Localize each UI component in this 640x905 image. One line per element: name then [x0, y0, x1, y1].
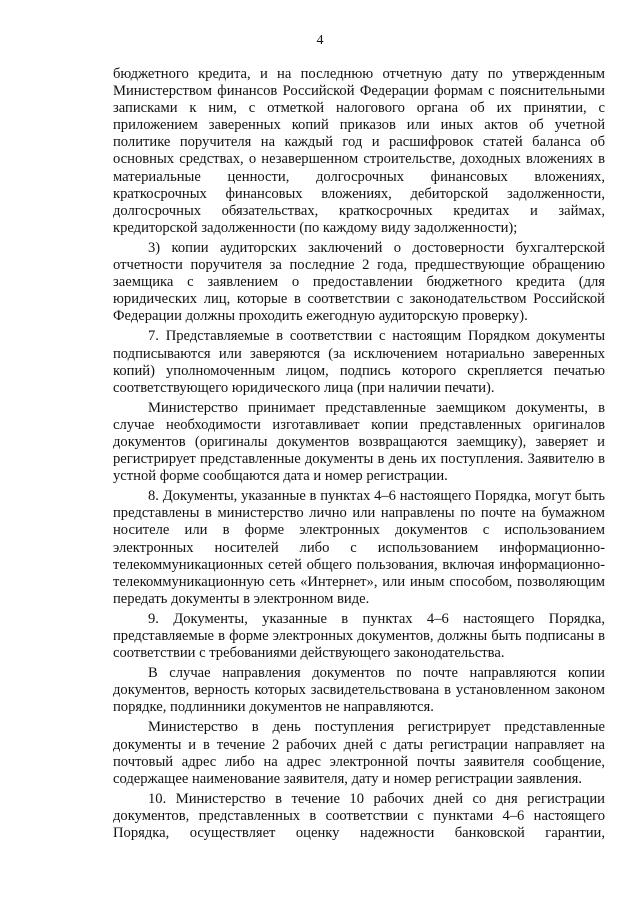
paragraph-ministry-accepts: Министерство принимает представленные заемщиком документы, в случае необходимости изготавливает копии представленных оригиналов документов (оригиналы документов возвращаются заемщику), заверяет и регистрирует представленные документы в день их поступления. Заявителю в устной форме сообщаются дата и номер регистрации.	[113, 399, 605, 485]
document-body	[113, 66, 605, 845]
paragraph-continuation: бюджетного кредита, и на последнюю отчетную дату по утвержденным Министерством финансов Российской Федерации формам с пояснительными записками к ним, с отметкой налогового органа об их принятии, с приложением заверенных копий приказов или иных актов об учетной политике поручителя на каждый год и расшифровок статей баланса об основных средствах, о незавершенном строительстве, доходных вложениях в материальные ценности, долгосрочных финансовых вложениях, краткосрочных финансовых вложениях, дебиторской задолженности, долгосрочных обязательствах, краткосрочных кредитах и займах, кредиторской задолженности (по каждому виду задолженности);	[113, 66, 605, 236]
paragraph-clause-9: 9. Документы, указанные в пунктах 4–6 настоящего Порядка, представляемые в форме электронных документов, должны быть подписаны в соответствии с требованиями действующего законодательства.	[113, 610, 605, 662]
paragraph-postal-copies: В случае направления документов по почте направляются копии документов, верность которых засвидетельствована в установленном законом порядке, подлинники документов не направляются.	[113, 665, 605, 716]
paragraph-item-3-audit: 3) копии аудиторских заключений о достоверности бухгалтерской отчетности поручителя за последние 2 года, предшествующие обращению заемщика с заявлением о предоставлении бюджетного кредита (для юридических лиц, которые в соответствии с законодательством Российской Федерации должны проходить ежегодную аудиторскую проверку).	[113, 239, 605, 325]
paragraph-clause-7: 7. Представляемые в соответствии с настоящим Порядком документы подписываются или заверяются (за исключением нотариально заверенных копий) уполномоченным лицом, подпись которого скрепляется печатью соответствующего юридического лица (при наличии печати).	[113, 328, 605, 396]
paragraph-clause-10: 10. Министерство в течение 10 рабочих дней со дня регистрации документов, представленных в соответствии с пунктами 4–6 настоящего Порядка, осуществляет оценку надежности банковской гарантии,	[113, 790, 605, 842]
page-number: 4	[316, 33, 324, 48]
paragraph-clause-8: 8. Документы, указанные в пунктах 4–6 настоящего Порядка, могут быть представлены в министерство лично или направлены по почте на бумажном носителе или в форме электронных документов с использованием электронных носителей либо с использованием информационно-телекоммуникационных сетей общего пользования, включая информационно-телекоммуникационную сеть «Интернет», или иным способом, позволяющим передать документы в электронном виде.	[113, 488, 605, 607]
paragraph-registration: Министерство в день поступления регистрирует представленные документы и в течение 2 рабочих дней с даты регистрации направляет на почтовый адрес либо на адрес электронной почты заявителя сообщение, содержащее наименование заявителя, дату и номер регистрации заявления.	[113, 719, 605, 787]
